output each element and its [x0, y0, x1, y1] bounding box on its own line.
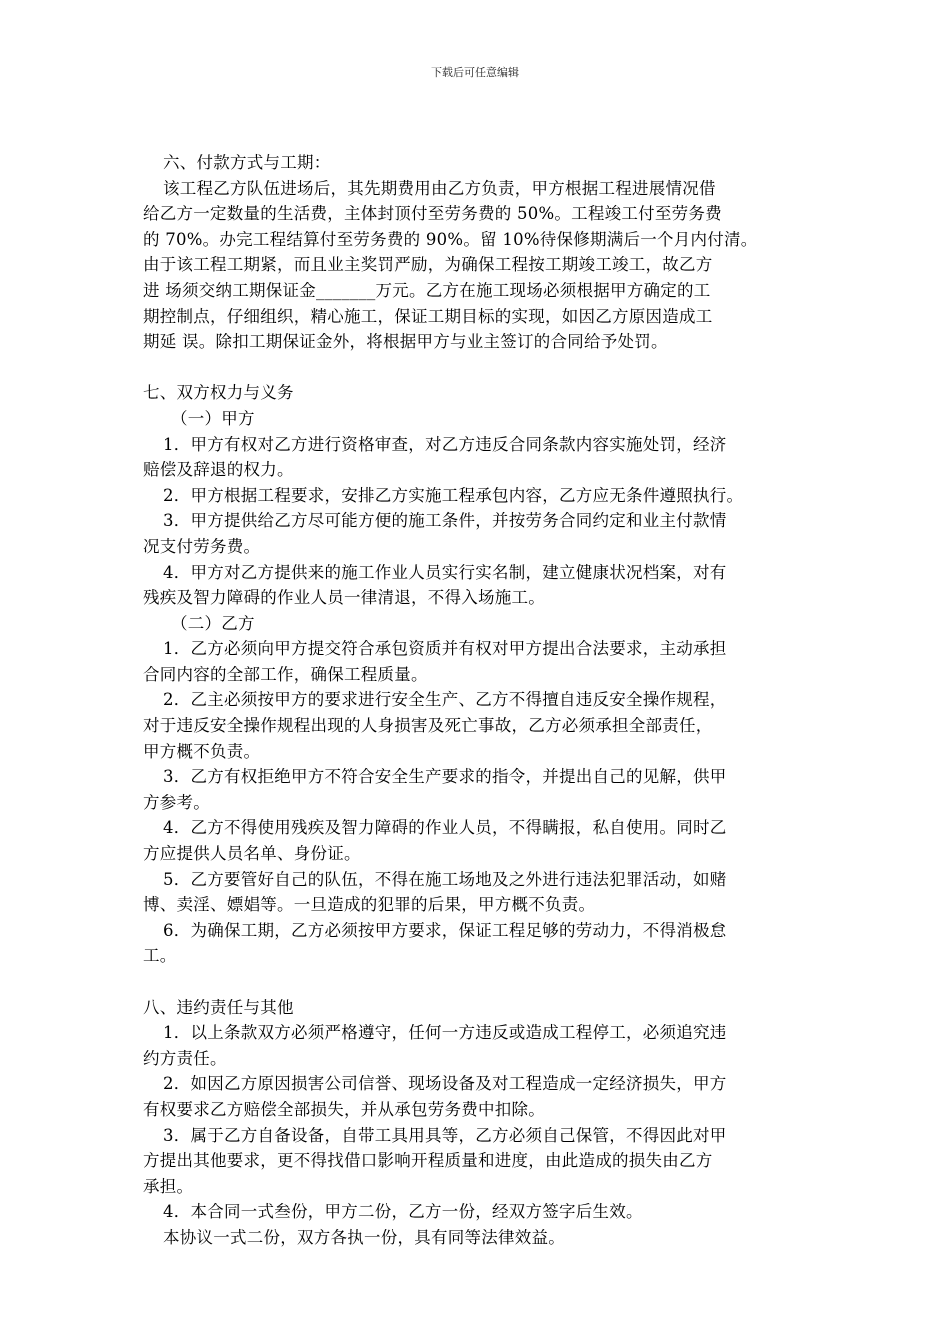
clause-line: 况支付劳务费。: [143, 536, 261, 556]
paragraph-line: 期控制点，仔细组织，精心施工，保证工期目标的实现，如因乙方原因造成工: [143, 306, 713, 326]
paragraph-line: 由于该工程工期紧，而且业主奖罚严励，为确保工程按工期竣工竣工，故乙方: [143, 255, 713, 275]
blank-line: [143, 969, 823, 995]
closing-statement: 本协议一式二份，双方各执一份，具有同等法律效益。: [163, 1227, 565, 1247]
section-heading: 八、违约责任与其他: [143, 997, 294, 1017]
section-liability-other: [143, 995, 823, 1251]
clause-line: 承担。: [143, 1176, 194, 1196]
page-header: 下载后可任意编辑: [431, 66, 519, 79]
clause-line: 4．甲方对乙方提供来的施工作业人员实行实名制，建立健康状况档案，对有: [163, 562, 727, 582]
clause-line: 工。: [143, 946, 177, 966]
clause-line: 2．甲方根据工程要求，安排乙方实施工程承包内容，乙方应无条件遵照执行。: [163, 485, 744, 505]
clause-line: 赔偿及辞退的权力。: [143, 460, 294, 480]
clause-line: 1．甲方有权对乙方进行资格审查，对乙方违反合同条款内容实施处罚，经济: [163, 434, 727, 454]
section-heading: 六、付款方式与工期：: [163, 153, 331, 172]
clause-line: 5．乙方要管好自己的队伍，不得在施工场地及之外进行违法犯罪活动，如赌: [163, 869, 727, 889]
clause-line: 甲方概不负责。: [143, 741, 261, 761]
clause-line: 2．乙主必须按甲方的要求进行安全生产、乙方不得擅自违反安全操作规程，: [163, 690, 727, 710]
clause-line: 方参考。: [143, 792, 210, 812]
paragraph-line: 该工程乙方队伍进场后，其先期费用由乙方负责，甲方根据工程进展情况借: [163, 178, 716, 198]
clause-line: 3．属于乙方自备设备，自带工具用具等，乙方必须自己保管，不得因此对甲: [163, 1125, 727, 1145]
clause-line: 有权要求乙方赔偿全部损失，并从承包劳务费中扣除。: [143, 1099, 545, 1119]
subsection-heading: （二）乙方: [171, 613, 255, 633]
document-body: [143, 150, 823, 1251]
clause-line: 残疾及智力障碍的作业人员一律清退，不得入场施工。: [143, 588, 545, 608]
section-payment-schedule: [143, 150, 823, 355]
clause-line: 约方责任。: [143, 1048, 227, 1068]
clause-line: 合同内容的全部工作，确保工程质量。: [143, 664, 428, 684]
clause-line: 4．乙方不得使用残疾及智力障碍的作业人员，不得瞒报，私自使用。同时乙: [163, 818, 727, 838]
paragraph-line: 期延 误。除扣工期保证金外，将根据甲方与业主签订的合同给予处罚。: [143, 332, 668, 352]
clause-line: 方应提供人员名单、身份证。: [143, 844, 361, 864]
clause-line: 对于违反安全操作规程出现的人身损害及死亡事故，乙方必须承担全部责任，: [143, 716, 713, 736]
section-heading: 七、双方权力与义务: [143, 383, 294, 403]
clause-line: 1．以上条款双方必须严格遵守，任何一方违反或造成工程停工，必须追究违: [163, 1023, 727, 1043]
clause-line: 1．乙方必须向甲方提交符合承包资质并有权对甲方提出合法要求，主动承担: [163, 639, 727, 659]
clause-line: 方提出其他要求，更不得找借口影响开程质量和进度，由此造成的损失由乙方: [143, 1151, 713, 1171]
paragraph-line: 给乙方一定数量的生活费，主体封顶付至劳务费的 50%。工程竣工付至劳务费: [143, 204, 722, 224]
clause-line: 3．乙方有权拒绝甲方不符合安全生产要求的指令，并提出自己的见解，供甲: [163, 767, 727, 787]
blank-line: [143, 355, 823, 381]
paragraph-line: 进 场须交纳工期保证金_______万元。乙方在施工现场必须根据甲方确定的工: [143, 280, 711, 300]
section-rights-obligations: [143, 380, 823, 969]
clause-line: 4．本合同一式叁份，甲方二份，乙方一份，经双方签字后生效。: [163, 1202, 643, 1222]
subsection-heading: （一）甲方: [171, 408, 255, 428]
paragraph-line: 的 70%。办完工程结算付至劳务费的 90%。留 10%待保修期满后一个月内付清。: [143, 229, 758, 249]
clause-line: 2．如因乙方原因损害公司信誉、现场设备及对工程造成一定经济损失，甲方: [163, 1074, 727, 1094]
clause-line: 博、卖淫、嫖娼等。一旦造成的犯罪的后果，甲方概不负责。: [143, 895, 596, 915]
clause-line: 3．甲方提供给乙方尽可能方便的施工条件，并按劳务合同约定和业主付款情: [163, 511, 727, 531]
clause-line: 6．为确保工期，乙方必须按甲方要求，保证工程足够的劳动力，不得消极怠: [163, 920, 727, 940]
